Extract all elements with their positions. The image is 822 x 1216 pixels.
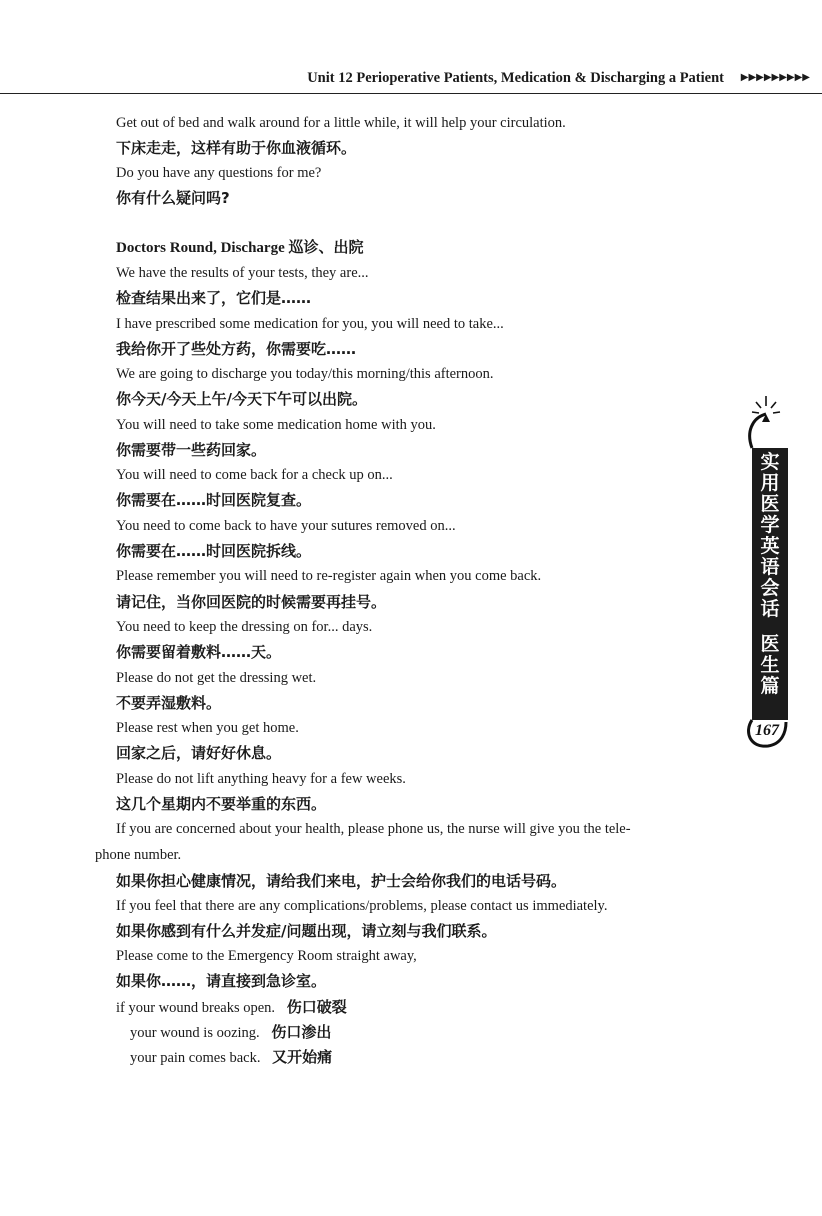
header-rule <box>0 93 822 94</box>
running-header <box>0 70 822 94</box>
section-heading: Doctors Round, Discharge 巡诊、出院 <box>116 240 364 256</box>
text-line: You need to keep the dressing on for... days. <box>116 619 373 635</box>
series-char: 学 <box>760 514 780 536</box>
text-line: 回家之后，请好好休息。 <box>116 744 282 762</box>
volume-char: 医 <box>760 633 780 655</box>
condition-line <box>130 1023 331 1042</box>
series-char: 用 <box>760 472 780 494</box>
condition-zh: 伤口渗出 <box>271 1023 332 1041</box>
text-line: 你需要在……时回医院拆线。 <box>116 542 312 560</box>
text-line: 不要弄湿敷料。 <box>116 694 222 712</box>
header-arrow-ornament: ▶▶▶▶▶▶▶▶▶ <box>740 72 810 83</box>
text-line: Please come to the Emergency Room straight away, <box>116 948 417 964</box>
side-thumb-tab <box>738 392 788 752</box>
text-line: 你今天/今天上午/今天下午可以出院。 <box>116 390 367 408</box>
text-line: Please do not get the dressing wet. <box>116 670 317 686</box>
series-char: 实 <box>760 451 780 473</box>
text-line: 如果你……，请直接到急诊室。 <box>116 972 327 990</box>
running-title: Unit 12 Perioperative Patients, Medication & Discharging a Patient <box>307 70 724 86</box>
text-line: 你需要留着敷料……天。 <box>116 643 282 661</box>
text-line: We have the results of your tests, they are... <box>116 265 369 281</box>
volume-char: 生 <box>760 654 780 676</box>
text-line: If you are concerned about your health, please phone us, the nurse will give you the tele- <box>116 821 631 837</box>
condition-zh: 又开始痛 <box>272 1048 333 1066</box>
text-line: 如果你感到有什么并发症/问题出现，请立刻与我们联系。 <box>116 922 497 940</box>
text-line: 下床走走，这样有助于你血液循环。 <box>116 139 357 157</box>
text-line: 如果你担心健康情况，请给我们来电，护士会给你我们的电话号码。 <box>116 872 567 890</box>
text-line: 这几个星期内不要举重的东西。 <box>116 795 327 813</box>
text-line: phone number. <box>95 847 182 863</box>
text-line: 检查结果出来了，它们是…… <box>116 289 312 307</box>
text-line: Please remember you will need to re-register again when you come back. <box>116 568 542 584</box>
condition-line <box>130 1048 332 1067</box>
text-line: Do you have any questions for me? <box>116 165 322 181</box>
text-line: 你需要带一些药回家。 <box>116 441 267 459</box>
text-line: We are going to discharge you today/this morning/this afternoon. <box>116 366 494 382</box>
text-line: 你需要在……时回医院复查。 <box>116 491 312 509</box>
series-title-vertical <box>752 452 788 697</box>
condition-en: your wound is oozing. <box>130 1025 260 1041</box>
text-line: Please rest when you get home. <box>116 720 299 736</box>
text-line: I have prescribed some medication for you, you will need to take... <box>116 316 504 332</box>
series-char: 会 <box>760 577 780 599</box>
text-line: You will need to come back for a check up on... <box>116 467 393 483</box>
page-number: 167 <box>755 722 779 739</box>
text-line: You will need to take some medication home with you. <box>116 417 436 433</box>
text-line: You need to come back to have your sutures removed on... <box>116 518 456 534</box>
condition-zh: 伤口破裂 <box>286 998 347 1016</box>
condition-line <box>116 998 347 1017</box>
text-line: 请记住，当你回医院的时候需要再挂号。 <box>116 593 387 611</box>
text-line: Please do not lift anything heavy for a few weeks. <box>116 771 406 787</box>
volume-char: 篇 <box>760 675 780 697</box>
text-line: 你有什么疑问吗? <box>116 189 230 207</box>
condition-en: if your wound breaks open. <box>116 1000 276 1016</box>
series-char: 英 <box>760 535 780 557</box>
series-char: 语 <box>760 556 780 578</box>
series-char: 医 <box>760 493 780 515</box>
condition-en: your pain comes back. <box>130 1050 261 1066</box>
text-line: Get out of bed and walk around for a little while, it will help your circulation. <box>116 115 566 131</box>
text-line: 我给你开了些处方药，你需要吃…… <box>116 340 357 358</box>
text-line: If you feel that there are any complications/problems, please contact us immediately. <box>116 898 608 914</box>
series-char: 话 <box>760 598 780 620</box>
